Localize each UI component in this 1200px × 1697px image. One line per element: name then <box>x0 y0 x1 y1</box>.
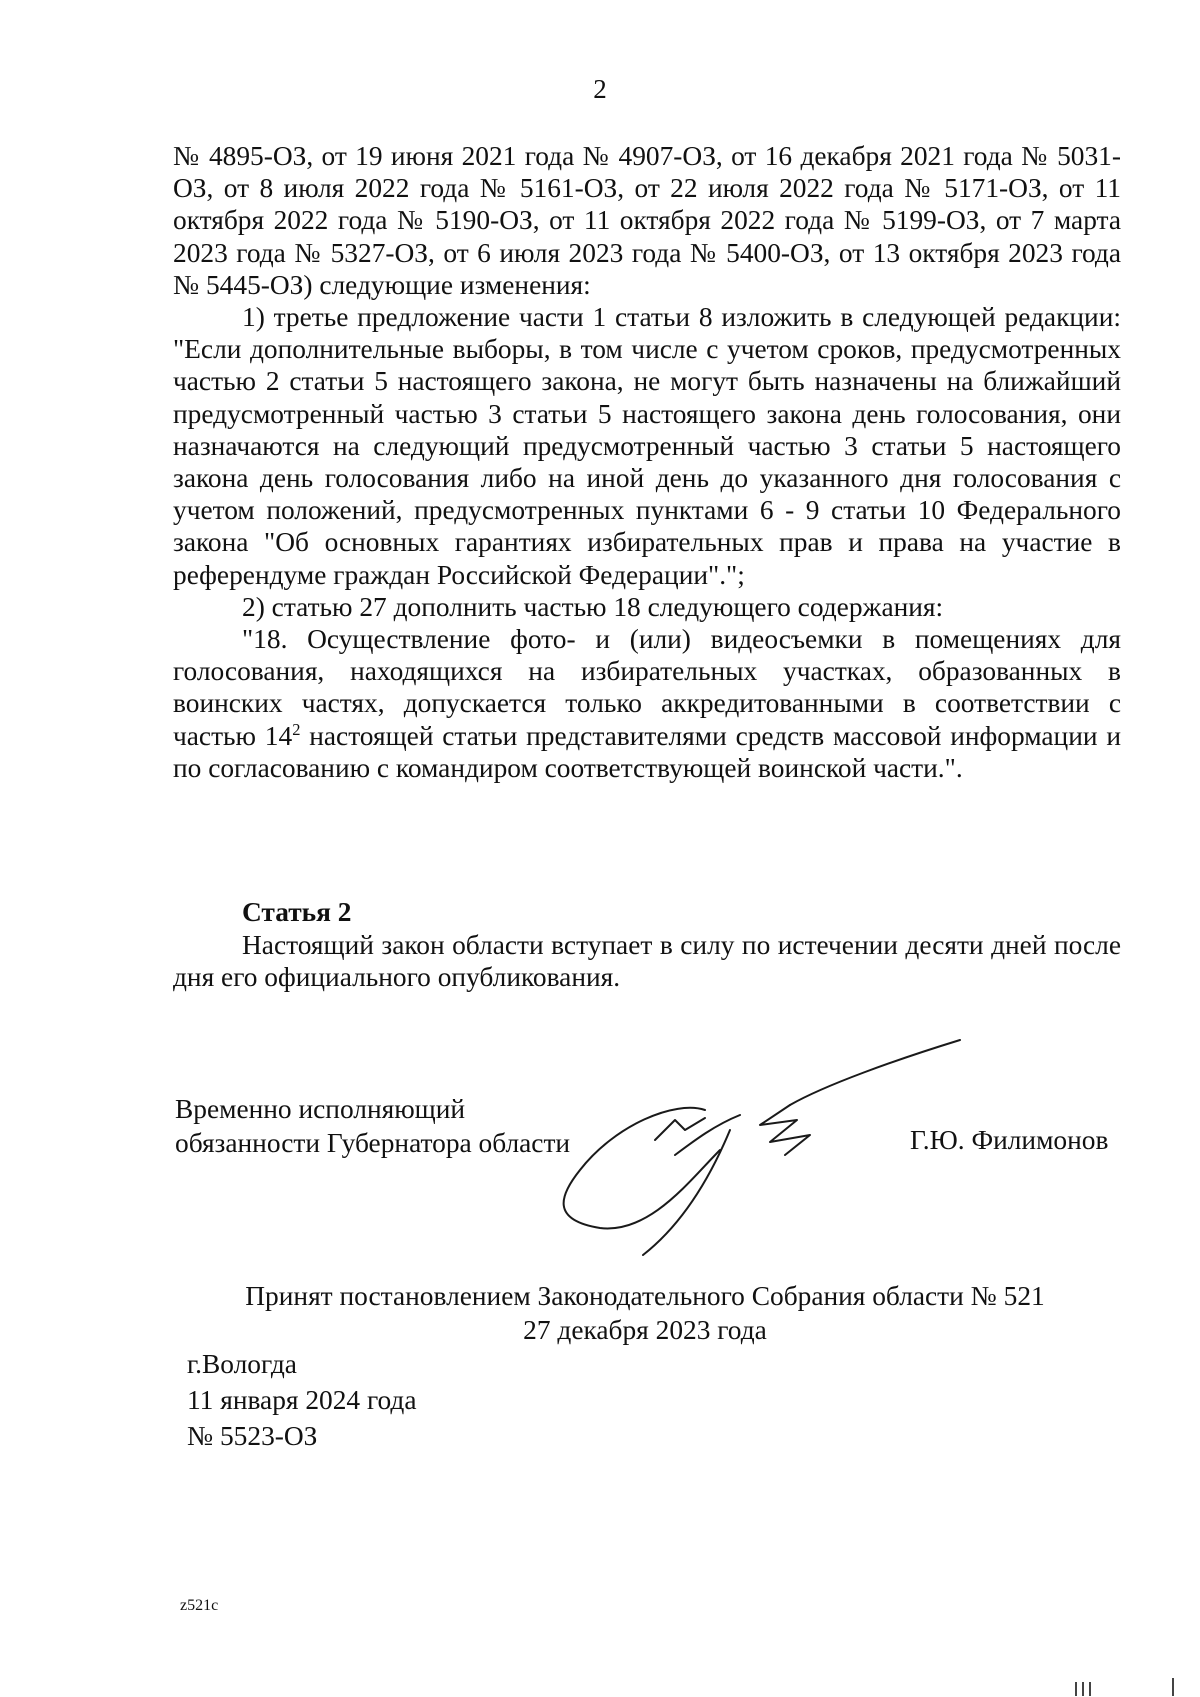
law-number: № 5523-ОЗ <box>187 1421 318 1451</box>
scan-mark <box>1172 1678 1174 1696</box>
scan-mark <box>1082 1682 1084 1696</box>
amendment-quote <box>173 623 1121 784</box>
quote-text-end: настоящей статьи представителями средств массовой информации и по согласованию с командиром соответствующей воинской части.". <box>173 720 1121 783</box>
signatory-title-line-1: Временно исполняющий <box>175 1094 466 1124</box>
place-date-number <box>187 1346 417 1454</box>
quote-text-start: "18. Осуществление фото- и (или) видеосъемки в помещениях для голосования, находящихся на избирательных участках, образованных в воинских частях, допускается только аккредитованными в соответствии с частью 14 <box>173 624 1121 751</box>
city: г.Вологда <box>187 1349 297 1379</box>
signatory-name: Г.Ю. Филимонов <box>910 1125 1109 1155</box>
article-2 <box>173 896 1121 994</box>
scan-mark <box>1075 1682 1077 1696</box>
amendment-item-2: 2) статью 27 дополнить частью 18 следующего содержания: <box>242 591 944 622</box>
signatory-title-line-2: обязанности Губернатора области <box>175 1128 571 1158</box>
scan-mark <box>1089 1682 1091 1696</box>
adoption-note <box>0 1279 1200 1347</box>
quote-superscript: 2 <box>292 719 301 739</box>
law-date: 11 января 2024 года <box>187 1385 417 1415</box>
amendment-list-paragraph: № 4895-ОЗ, от 19 июня 2021 года № 4907-ОЗ, от 16 декабря 2021 года № 5031-ОЗ, от 8 июля 2022 года № 5161-ОЗ, от 22 июля 2022 года № 5171-ОЗ, от 11 октября 2022 года № 5190-ОЗ, от 11 октября 2022 года № 5199-ОЗ, от 7 марта 2023 года № 5327-ОЗ, от 6 июля 2023 года № 5400-ОЗ, от 13 октября 2023 года № 5445-ОЗ) следующие изменения: <box>173 141 1121 300</box>
article-text: Настоящий закон области вступает в силу по истечении десяти дней после дня его официального опубликования. <box>173 930 1121 993</box>
article-heading: Статья 2 <box>242 897 352 927</box>
amendment-item-1: 1) третье предложение части 1 статьи 8 изложить в следующей редакции: "Если дополнительные выборы, в том числе с учетом сроков, предусмотренных частью 2 статьи 5 настоящего закона, не могут быть назначены на ближайший предусмотренный частью 3 статьи 5 настоящего закона день голосования, они назначаются на следующий предусмотренный частью 3 статьи 5 настоящего закона день голосования либо на иной день до указанного дня голосования с учетом положений, предусмотренных пунктами 6 - 9 статьи 10 Федерального закона "Об основных гарантиях избирательных прав и права на участие в референдуме граждан Российской Федерации"."; <box>173 302 1121 590</box>
law-amendment-text <box>173 140 1121 784</box>
adoption-line-1: Принят постановлением Законодательного Собрания области № 521 <box>245 1281 1045 1311</box>
page-number: 2 <box>593 74 607 104</box>
signatory-title <box>175 1092 570 1160</box>
adoption-line-2: 27 декабря 2023 года <box>523 1315 767 1345</box>
document-code: z521c <box>180 1597 219 1614</box>
